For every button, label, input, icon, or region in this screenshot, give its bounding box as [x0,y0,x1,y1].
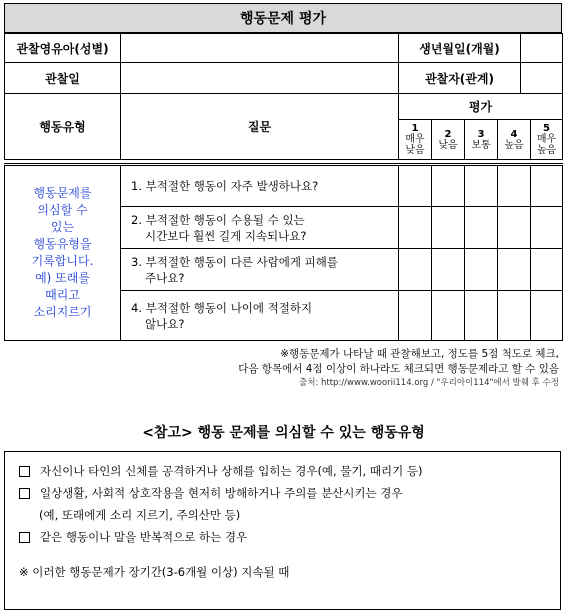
scale-text: 낮음 [438,139,458,151]
rating-cell[interactable] [531,291,563,341]
observed-child-label: 관찰영유아(성별) [5,34,121,63]
reference-item-sub: (예, 또래에게 소리 지르기, 주의산만 등) [39,508,241,522]
scale-header-5 [531,120,563,160]
reference-item: 자신이나 타인의 신체를 공격하거나 상해를 입히는 경우(예, 물기, 때리기 등) [19,460,550,482]
rating-cell[interactable] [465,291,498,341]
source-line: 출처: http://www.woorii114.org / "우리아이114"에서 발췌 후 수정 [299,378,559,388]
scale-text: 매우 낮음 [405,134,425,156]
scale-number: 5 [543,123,550,134]
question-text-continued: 않나요? [145,316,185,331]
scale-header-3 [465,120,498,160]
rating-cell[interactable] [465,165,498,207]
type-note-line: 행동문제를 [33,186,92,200]
rating-cell[interactable] [531,165,563,207]
note-line-1: ※행동문제가 나타날 때 관찰해보고, 정도를 5점 척도로 체크, [280,348,559,360]
question-text-continued: 시간보다 훨씬 길게 지속되나요? [145,228,307,243]
question-text-continued: 주나요? [145,270,185,285]
type-note-line: 행동유형을 [33,237,92,251]
rating-header: 평가 [399,94,563,120]
type-note [5,165,121,341]
reference-item: 같은 행동이나 말을 반복적으로 하는 경우 [19,526,550,548]
type-note-line: 기록합니다. [31,254,94,268]
evaluation-table [4,33,563,341]
reference-footnote: ※ 이러한 행동문제가 장기간(3-6개월 이상) 지속될 때 [19,565,290,579]
question-text: 4. 부적절한 행동이 나이에 적절하지 [131,300,313,315]
rating-cell[interactable] [432,291,465,341]
rating-cell[interactable] [399,207,432,249]
rating-cell[interactable] [432,165,465,207]
type-note-line: 소리지르기 [33,305,92,319]
scale-number: 4 [510,128,518,140]
scale-number: 1 [411,123,419,134]
type-note-line: 예) 또래를 [35,271,90,285]
rating-cell[interactable] [399,165,432,207]
scale-text: 보통 [471,139,491,151]
notes [238,347,559,390]
question-1 [121,165,399,207]
checkbox-icon[interactable] [19,532,30,543]
rating-cell[interactable] [498,207,531,249]
rating-cell[interactable] [399,249,432,291]
form-title: 행동문제 평가 [4,3,562,33]
rating-cell[interactable] [531,207,563,249]
type-note-line: 있는 [50,220,75,234]
reference-item: 일상생활, 사회적 상호작용을 현저히 방해하거나 주의를 분산시키는 경우 [19,482,550,504]
rating-cell[interactable] [465,249,498,291]
question-text: 2. 부적절한 행동이 수용될 수 있는 [131,212,305,227]
observed-child-field[interactable] [121,34,399,63]
scale-number: 3 [477,128,485,140]
checkbox-icon[interactable] [19,488,30,499]
question-header: 질문 [121,94,399,160]
question-text: 3. 부적절한 행동이 다른 사람에게 피해를 [131,254,338,269]
note-line-2: 다음 항목에서 4점 이상이 하나라도 체크되면 행동문제라고 할 수 있음 [238,363,559,375]
birth-label: 생년월일(개월) [399,34,521,62]
rating-cell[interactable] [432,207,465,249]
birth-field[interactable] [521,34,562,62]
reference-title: <참고> 행동 문제를 의심할 수 있는 행동유형 [142,425,425,441]
rating-cell[interactable] [432,249,465,291]
rating-cell[interactable] [465,207,498,249]
rating-cell[interactable] [531,249,563,291]
rating-cell[interactable] [498,291,531,341]
rating-cell[interactable] [399,291,432,341]
observer-field[interactable] [521,63,562,93]
question-2 [121,207,399,249]
scale-header-2 [432,120,465,160]
observation-date-field[interactable] [121,63,399,94]
checkbox-icon[interactable] [19,466,30,477]
rating-cell[interactable] [498,165,531,207]
observation-date-label: 관찰일 [5,63,121,94]
question-text: 1. 부적절한 행동이 자주 발생하나요? [131,179,319,193]
type-header: 행동유형 [5,94,121,160]
scale-header-1 [399,120,432,160]
question-3 [121,249,399,291]
observer-label: 관찰자(관계) [399,63,521,93]
rating-cell[interactable] [498,249,531,291]
question-4 [121,291,399,341]
scale-text: 매우 높음 [536,134,557,156]
reference-box [4,451,561,610]
type-note-line: 의심할 수 [37,203,88,217]
scale-number: 2 [444,128,452,140]
scale-header-4 [498,120,531,160]
type-note-line: 때리고 [45,288,80,302]
scale-text: 높음 [504,139,524,151]
